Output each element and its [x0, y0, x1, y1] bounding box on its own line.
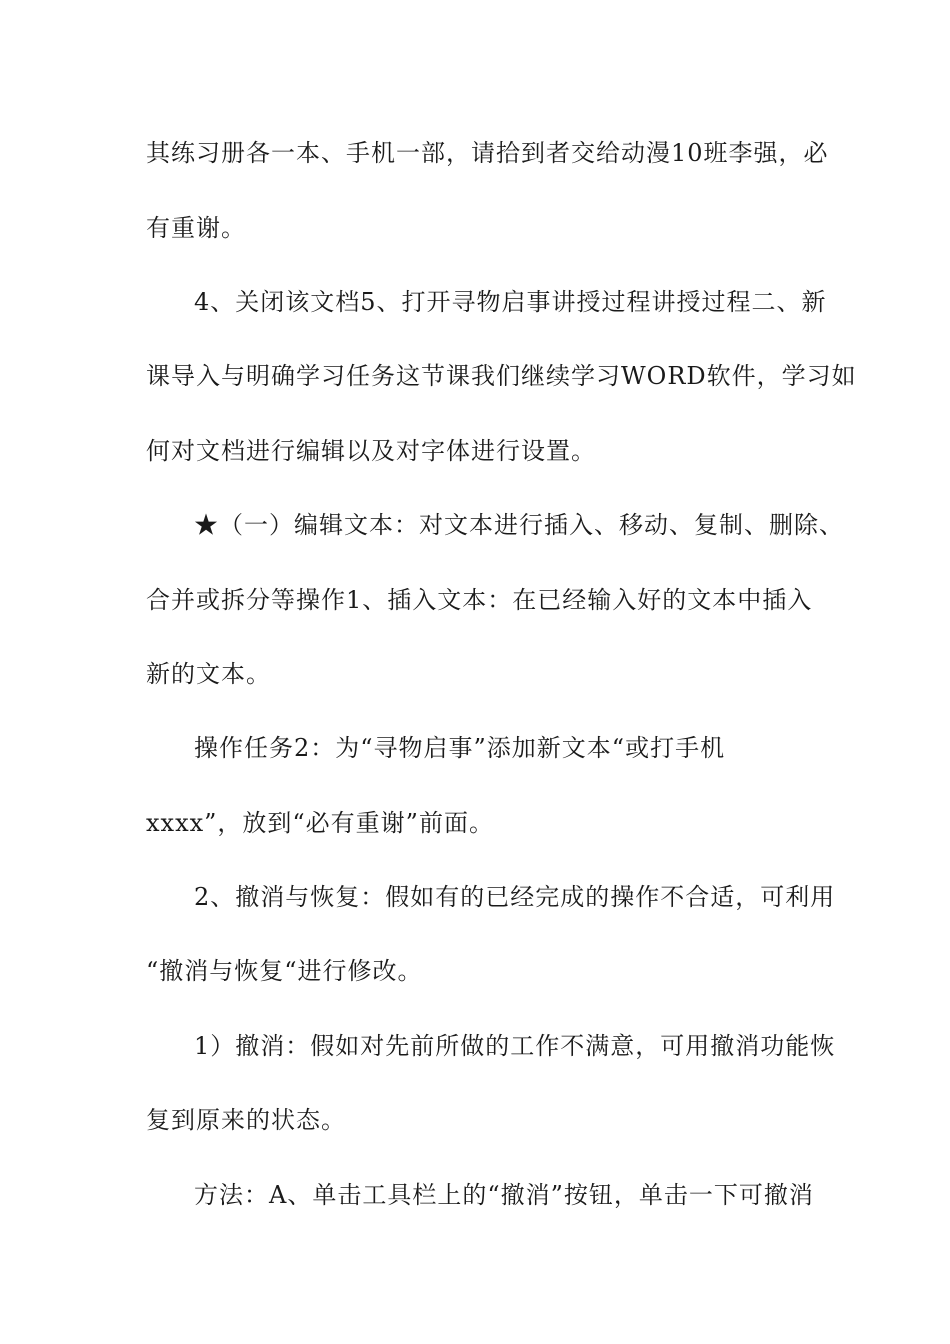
text-line: 课导入与明确学习任务这节课我们继续学习WORD软件，学习如 — [146, 362, 857, 390]
text-line: “撤消与恢复“进行修改。 — [146, 957, 423, 985]
text-line: 1）撤消：假如对先前所做的工作不满意，可用撤消功能恢 — [194, 1032, 836, 1060]
text-line: 2、撤消与恢复：假如有的已经完成的操作不合适，可利用 — [194, 883, 836, 911]
text-line: 复到原来的状态。 — [146, 1106, 346, 1134]
text-line: 4、关闭该文档5、打开寻物启事讲授过程讲授过程二、新 — [194, 288, 827, 316]
text-line: ★（一）编辑文本：对文本进行插入、移动、复制、删除、 — [194, 511, 844, 539]
text-line: 有重谢。 — [146, 214, 246, 242]
text-line: 其练习册各一本、手机一部，请拾到者交给动漫10班李强，必 — [146, 139, 829, 167]
text-line: 合并或拆分等操作1、插入文本：在已经输入好的文本中插入 — [146, 586, 813, 614]
text-line: 操作任务2：为“寻物启事”添加新文本“或打手机 — [194, 734, 726, 762]
text-line: 方法：A、单击工具栏上的“撤消”按钮，单击一下可撤消 — [194, 1181, 814, 1209]
text-line: 何对文档进行编辑以及对字体进行设置。 — [146, 437, 596, 465]
text-line: 新的文本。 — [146, 660, 271, 688]
text-line: xxxx”，放到“必有重谢”前面。 — [146, 809, 494, 837]
